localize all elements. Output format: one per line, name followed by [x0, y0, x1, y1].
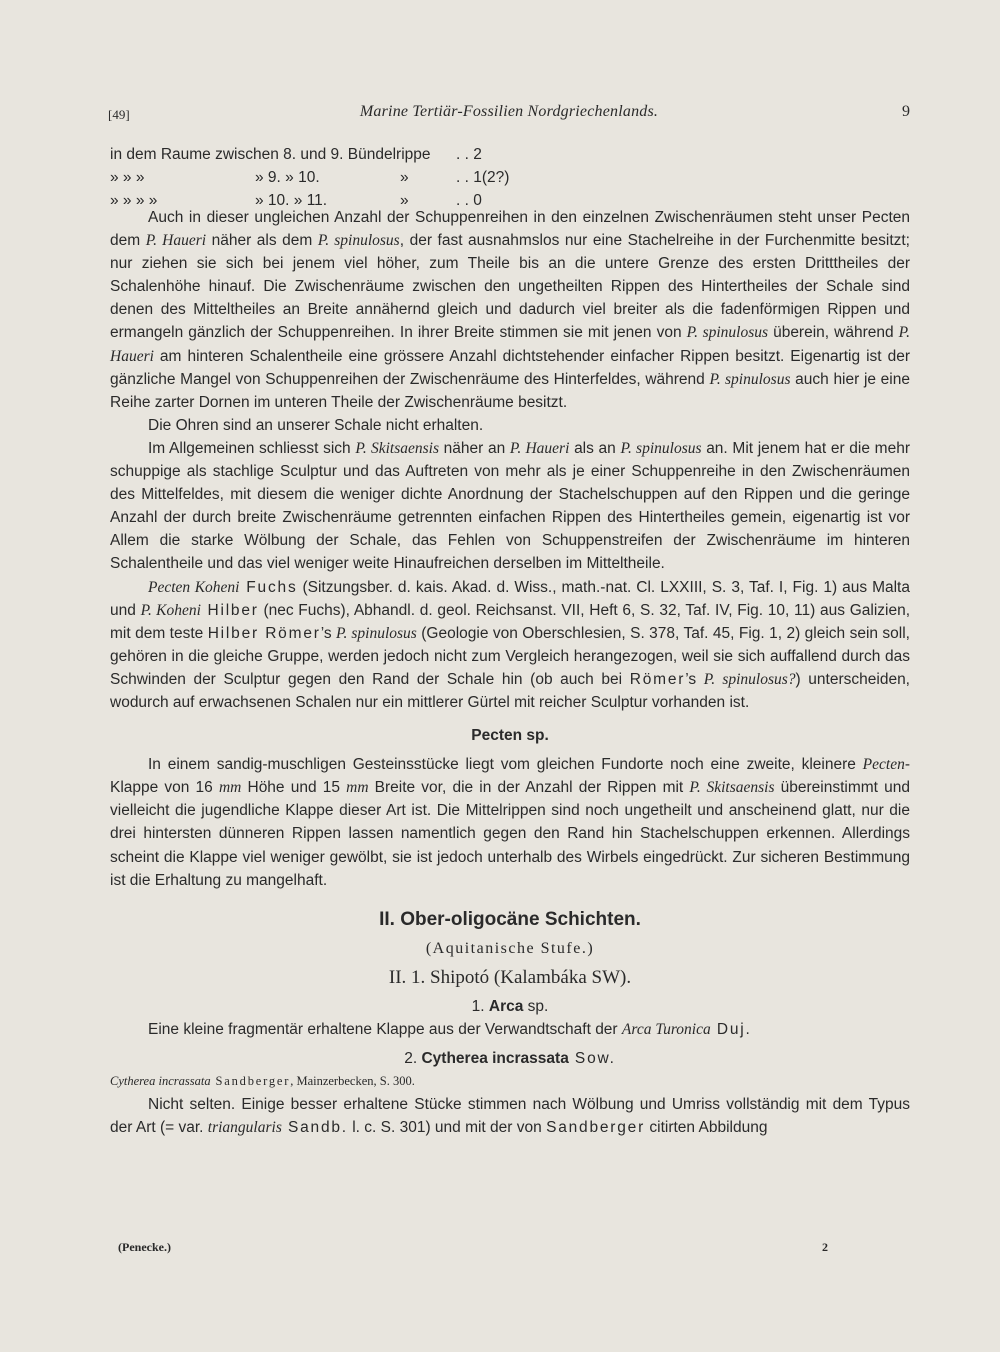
count-label: » » » »: [110, 192, 158, 209]
sheet-number: 2: [822, 1240, 828, 1254]
count-row: [110, 166, 910, 189]
count-row: [110, 143, 910, 166]
count-label: in dem Raume zwischen 8. und 9. Bündelrippe: [110, 146, 431, 163]
paragraph: Eine kleine fragmentär erhaltene Klappe aus der Verwandtschaft der Arca Turonica Duj.: [148, 1021, 752, 1039]
paragraph: Auch in dieser ungleichen Anzahl der Schuppenreihen in den einzelnen Zwischenräumen steht unser Pecten dem P. Haueri näher als dem P. spinulosus, der fast ausnahmslos nur eine Stachelreihe in der Furchenmitte besitzt; nur ziehen sie sich bei jenem viel höher, zum Theile bis an die untere Grenze des ersten Dritttheiles der Schalenhöhe hinauf. Die Zwischenräume zwischen den ungetheilten Rippen des Hintertheiles der Schale sind denen des Mitteltheiles an Breite annähernd gleich und dadurch viel breiter als die fadenförmigen Rippen und ermangeln gänzlich der Schuppenreihen. In ihrer Breite stimmen sie mit jenen von P. spinulosus überein, während P. Haueri am hinteren Schalentheile eine grössere Anzahl dichtstehender einfacher Rippen besitzt. Eigenartig ist der gänzliche Mangel von Schuppenreihen der Zwischenräume des Hinterfeldes, während P. spinulosus auch hier je eine Reihe zarter Dornen im unteren Theile der Zwischenräume besitzt.: [110, 209, 910, 411]
count-value: . . 0: [456, 192, 482, 209]
count-value: . . 2: [456, 146, 482, 163]
page-number: 9: [902, 103, 910, 120]
locality-heading: II. 1. Shipotó (Kalambáka SW).: [388, 966, 632, 988]
paragraph: Pecten Koheni Fuchs (Sitzungsber. d. kais. Akad. d. Wiss., math.-nat. Cl. LXXIII, S. 3, Taf. I, Fig. 1) aus Malta und P. Koheni Hilber (nec Fuchs), Abhandl. d. geol. Reichsanst. VII, Heft 6, S. 32, Taf. IV, Fig. 10, 11) aus Galizien, mit dem teste Hilber Römer’s P. spinulosus (Geologie von Oberschlesien, S. 378, Taf. 45, Fig. 1, 2) gleich sein soll, gehören in die gleiche Gruppe, werden jedoch nicht zum Vergleich herangezogen, weil sie sich auffallend durch das Schwinden der Sculptur gegen den Rand der Schale hin (ob auch bei Römer’s P. spinulosus?) unterscheiden, wodurch auf erwachsenen Schalen nur ein mittlerer Gürtel mit reicher Sculptur vorhanden ist.: [110, 578, 911, 711]
chapter-subheading: (Aquitanische Stufe.): [425, 939, 595, 957]
author-signature: (Penecke.): [118, 1240, 171, 1254]
paragraph: In einem sandig-muschligen Gesteinsstücke liegt vom gleichen Fundorte noch eine zweite, kleinere Pecten-Klappe von 16 mm Höhe und 15 mm Breite vor, die in der Anzahl der Rippen mit P. Skitsaensis übereinstimmt und vielleicht die jugendliche Klappe dieser Art ist. Die Mittelrippen sind noch ungetheilt und anscheinend glatt, nur die drei hintersten dünneren Rippen lassen namentlich gegen den Rand hin Stachelschuppen erkennen. Allerdings scheint die Klappe viel weniger gewölbt, sie ist jedoch unterhalb des Wirbels eingedrückt. Zur sicheren Bestimmung ist die Erhaltung zu mangelhaft.: [110, 756, 910, 889]
count-ditto: »: [400, 192, 409, 209]
species-heading-arca: 1. Arca sp.: [471, 998, 549, 1015]
count-ditto: »: [400, 169, 409, 186]
section-heading-pecten: Pecten sp.: [471, 727, 549, 745]
running-title: Marine Tertiär-Fossilien Nordgriechenlands.: [359, 103, 659, 120]
body-text: [110, 206, 910, 1140]
count-range: » 10. » 11.: [255, 192, 328, 209]
chapter-heading: II. Ober-oligocäne Schichten.: [379, 908, 641, 930]
paragraph: Im Allgemeinen schliesst sich P. Skitsaensis näher an P. Haueri als an P. spinulosus an. Mit jenem hat er die mehr schuppige als stachlige Sculptur und das Auftreten von mehr als je einer Schuppenreihe in den Zwischenräumen des Mittelfeldes, mit diesem die weniger dichte Anordnung der Stachelschuppen auf den Rippen und die geringe Anzahl der durch breite Zwischenräume getrennten einfachen Rippen des Hintertheiles gemein, eigenartig ist vor Allem die starke Wölbung der Schale, das Fehlen von Schuppenstreifen der Zwischenräume im hinteren Schalentheile und das viel weniger weite Hinaufreichen derselben im Mitteltheile.: [110, 439, 910, 573]
running-header: [108, 103, 910, 129]
paragraph: Nicht selten. Einige besser erhaltene Stücke stimmen nach Wölbung und Umriss vollständig mit dem Typus der Art (= var. triangularis Sandb. l. c. S. 301) und mit der von Sandberger citirten Abbildung: [110, 1096, 910, 1137]
count-label: » » »: [110, 169, 145, 186]
scale-count-table: [110, 143, 910, 212]
species-heading-cytherea: 2. Cytherea incrassata Sow.: [404, 1050, 616, 1068]
count-value: . . 1(2?): [456, 169, 510, 186]
synonymy-reference: Cytherea incrassata Sandberger, Mainzerbecken, S. 300.: [110, 1074, 415, 1089]
page-reference: [49]: [108, 107, 130, 122]
count-range: » 9. » 10.: [255, 169, 320, 186]
paragraph: Die Ohren sind an unserer Schale nicht erhalten.: [148, 416, 484, 434]
page-footer: [118, 1240, 828, 1255]
